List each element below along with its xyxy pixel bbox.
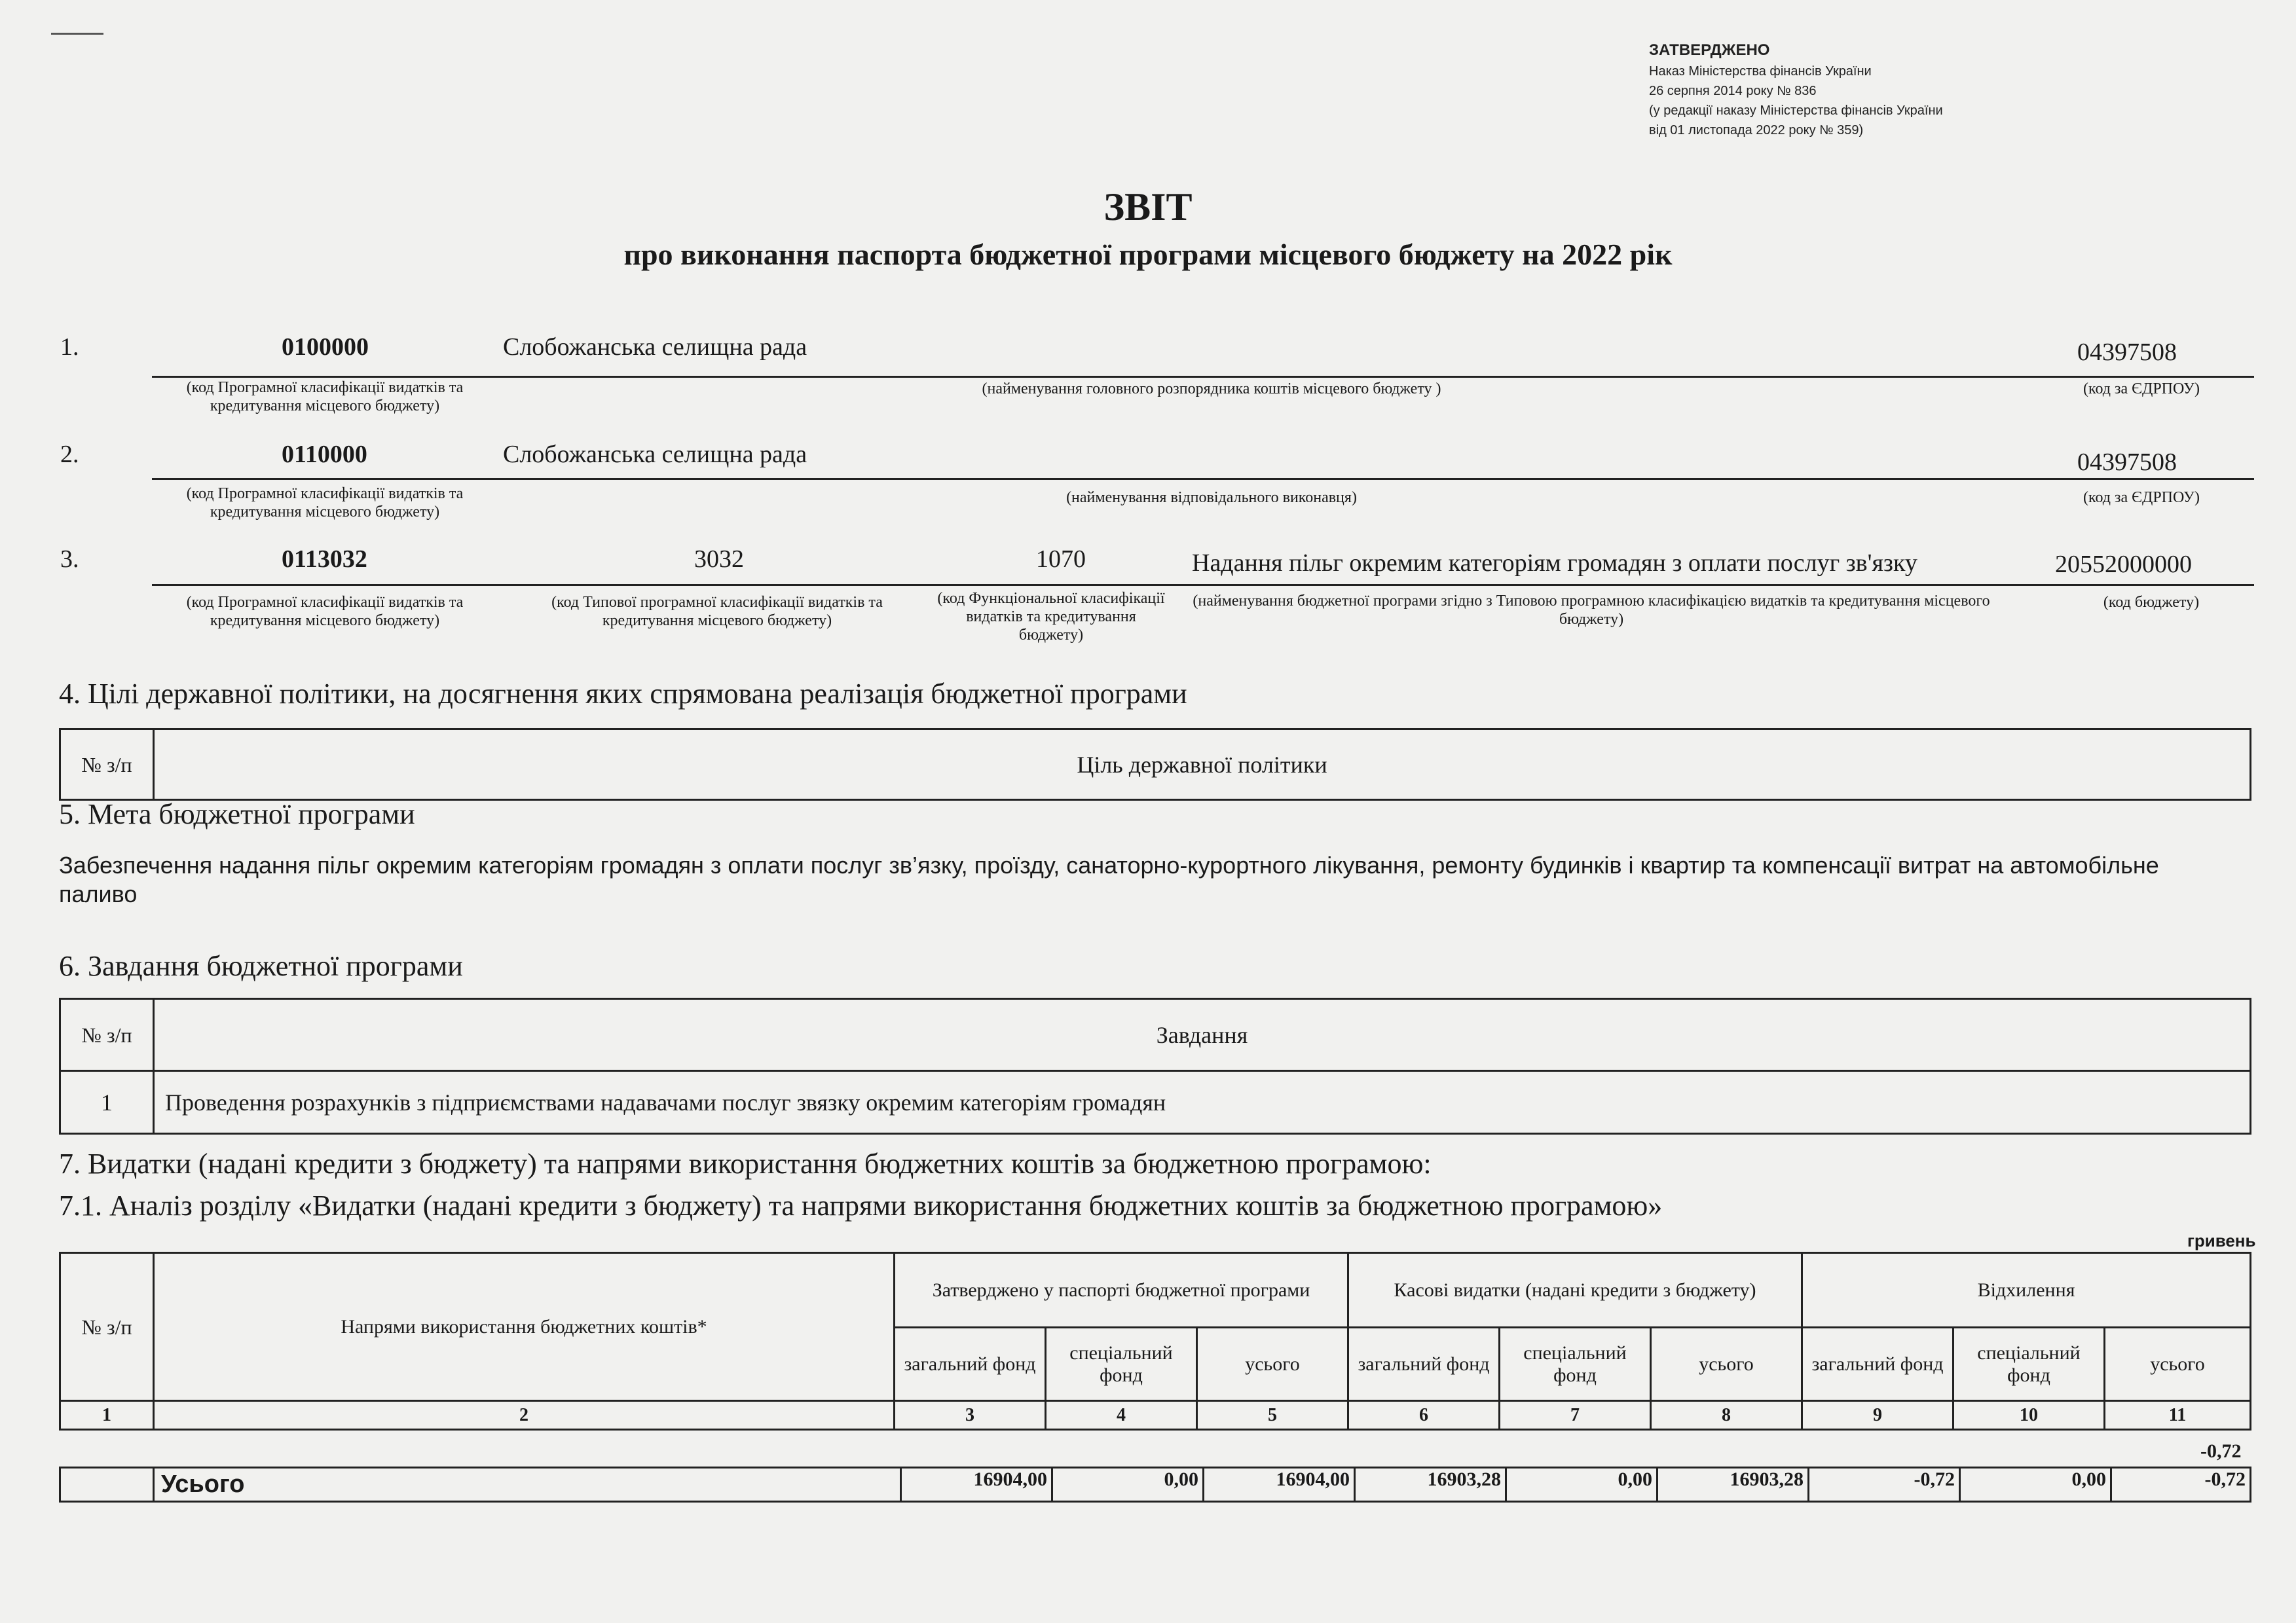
section-4-heading: 4. Цілі державної політики, на досягнення яких спрямована реалізація бюджетної програми <box>59 678 1187 710</box>
budget-code-caption: (код бюджету) <box>2103 594 2200 611</box>
col-number: 11 <box>2105 1401 2251 1430</box>
functional-code-caption: (код Функціональної класифікації видатків та кредитування бюджету) <box>937 590 1165 644</box>
code-caption: (код Програмної класифікації видатків та кредитування місцевого бюджету) <box>186 594 464 629</box>
report-title: ЗВІТ <box>1103 185 1193 228</box>
total-row-table <box>59 1467 2251 1503</box>
approval-line: 26 серпня 2014 року № 836 <box>1649 84 1817 98</box>
column-numbers-row <box>60 1401 2251 1430</box>
executor-name: Слобожанська селищна рада <box>503 441 807 468</box>
name-caption: (найменування відповідального виконавця) <box>1066 489 1357 506</box>
underline <box>152 376 2254 378</box>
total-value: -0,72 <box>1809 1468 1960 1502</box>
total-value: 0,00 <box>1960 1468 2111 1502</box>
empty-cell <box>60 1468 154 1502</box>
col-number: 10 <box>1953 1401 2105 1430</box>
total-value: 16903,28 <box>1657 1468 1809 1502</box>
section-7-1-heading: 7.1. Аналіз розділу «Видатки (надані кредити з бюджету) та напрями використання бюджетних коштів за бюджетною програмою» <box>59 1190 1663 1222</box>
program-code: 0110000 <box>282 441 367 468</box>
col-number: 3 <box>895 1401 1046 1430</box>
task-number: 1 <box>60 1071 154 1134</box>
tasks-table <box>59 998 2251 1135</box>
total-label: Усього <box>154 1468 901 1502</box>
row-number: 2. <box>60 441 79 468</box>
general-fund-header: загальний фонд <box>1802 1328 1953 1401</box>
program-code: 0113032 <box>282 545 367 573</box>
col-number: 5 <box>1197 1401 1348 1430</box>
underline <box>152 584 2254 586</box>
table-row <box>60 1071 2251 1134</box>
approval-heading: ЗАТВЕРДЖЕНО <box>1649 41 1770 59</box>
corner-mark <box>51 33 103 35</box>
edrpou-caption: (код за ЄДРПОУ) <box>2083 380 2200 397</box>
total-value: 16904,00 <box>1204 1468 1355 1502</box>
expenditure-table <box>59 1252 2251 1431</box>
underline <box>152 478 2254 480</box>
special-fund-header: спеціальний фонд <box>1500 1328 1651 1401</box>
total-value: 0,00 <box>1506 1468 1657 1502</box>
program-goal-text: Забезпечення надання пільг окремим категоріям громадян з оплати послуг зв’язку, проїзду, санаторно-курортного лікування, ремонту будинків і квартир та компенсації витрат на автомобільне паливо <box>59 852 2159 907</box>
edrpou-code: 04397508 <box>2077 338 2177 366</box>
col-goal-header: Ціль державної політики <box>154 729 2251 800</box>
total-header: усього <box>1197 1328 1348 1401</box>
col-number: 1 <box>60 1401 154 1430</box>
row-number: 1. <box>60 333 79 361</box>
total-value: 0,00 <box>1052 1468 1204 1502</box>
currency-label: гривень <box>2187 1231 2256 1250</box>
extra-deviation-value: -0,72 <box>2200 1440 2242 1462</box>
budget-code: 20552000000 <box>2055 551 2192 578</box>
section-7-heading: 7. Видатки (надані кредити з бюджету) та напрями використання бюджетних коштів за бюджетною програмою: <box>59 1148 1432 1180</box>
task-text: Проведення розрахунків з підприємствами надавачами послуг звязку окремим категоріям громадян <box>154 1071 2251 1134</box>
edrpou-code: 04397508 <box>2077 448 2177 476</box>
typical-code-caption: (код Типової програмної класифікації видатків та кредитування місцевого бюджету) <box>551 594 883 629</box>
total-row <box>60 1468 2251 1502</box>
deviation-header: Відхилення <box>1802 1253 2251 1328</box>
col-number: 2 <box>154 1401 895 1430</box>
col-number: 4 <box>1046 1401 1197 1430</box>
col-number-header: № з/п <box>60 1253 154 1401</box>
approval-stamp <box>1649 39 1943 140</box>
approval-line: Наказ Міністерства фінансів України <box>1649 64 1872 79</box>
col-number: 6 <box>1348 1401 1500 1430</box>
total-value: -0,72 <box>2111 1468 2251 1502</box>
code-caption: (код Програмної класифікації видатків та кредитування місцевого бюджету) <box>186 379 464 414</box>
total-value: 16903,28 <box>1355 1468 1506 1502</box>
col-number-header: № з/п <box>60 999 154 1071</box>
program-name: Надання пільг окремим категоріям громадян з оплати послуг зв'язку <box>1192 549 1917 577</box>
manager-name: Слобожанська селищна рада <box>503 333 807 361</box>
col-direction-header: Напрями використання бюджетних коштів* <box>154 1253 895 1401</box>
col-number: 8 <box>1651 1401 1802 1430</box>
approval-line: від 01 листопада 2022 року № 359) <box>1649 123 1864 137</box>
program-code: 0100000 <box>282 333 369 361</box>
approved-header: Затверджено у паспорті бюджетної програми <box>895 1253 1348 1328</box>
special-fund-header: спеціальний фонд <box>1046 1328 1197 1401</box>
code-caption: (код Програмної класифікації видатків та кредитування місцевого бюджету) <box>186 485 464 520</box>
special-fund-header: спеціальний фонд <box>1953 1328 2105 1401</box>
general-fund-header: загальний фонд <box>895 1328 1046 1401</box>
program-name-caption: (найменування бюджетної програми згідно з Типовою програмною класифікацією видатків та кредитування місцевого бюджету) <box>1193 593 1990 628</box>
total-header: усього <box>2105 1328 2251 1401</box>
report-subtitle: про виконання паспорта бюджетної програми місцевого бюджету на 2022 рік <box>623 238 1673 271</box>
general-fund-header: загальний фонд <box>1348 1328 1500 1401</box>
cash-header: Касові видатки (надані кредити з бюджету) <box>1348 1253 1802 1328</box>
section-6-heading: 6. Завдання бюджетної програми <box>59 950 463 982</box>
name-caption: (найменування головного розпорядника коштів місцевого бюджету ) <box>982 380 1441 397</box>
section-5-heading: 5. Мета бюджетної програми <box>59 798 415 830</box>
policy-goals-table <box>59 728 2251 801</box>
col-task-header: Завдання <box>154 999 2251 1071</box>
row-number: 3. <box>60 545 79 573</box>
functional-code: 1070 <box>1036 545 1086 573</box>
col-number-header: № з/п <box>60 729 154 800</box>
approval-line: (у редакції наказу Міністерства фінансів України <box>1649 103 1943 118</box>
col-number: 7 <box>1500 1401 1651 1430</box>
total-value: 16904,00 <box>901 1468 1052 1502</box>
col-number: 9 <box>1802 1401 1953 1430</box>
total-header: усього <box>1651 1328 1802 1401</box>
typical-program-code: 3032 <box>694 545 744 573</box>
edrpou-caption: (код за ЄДРПОУ) <box>2083 489 2200 506</box>
